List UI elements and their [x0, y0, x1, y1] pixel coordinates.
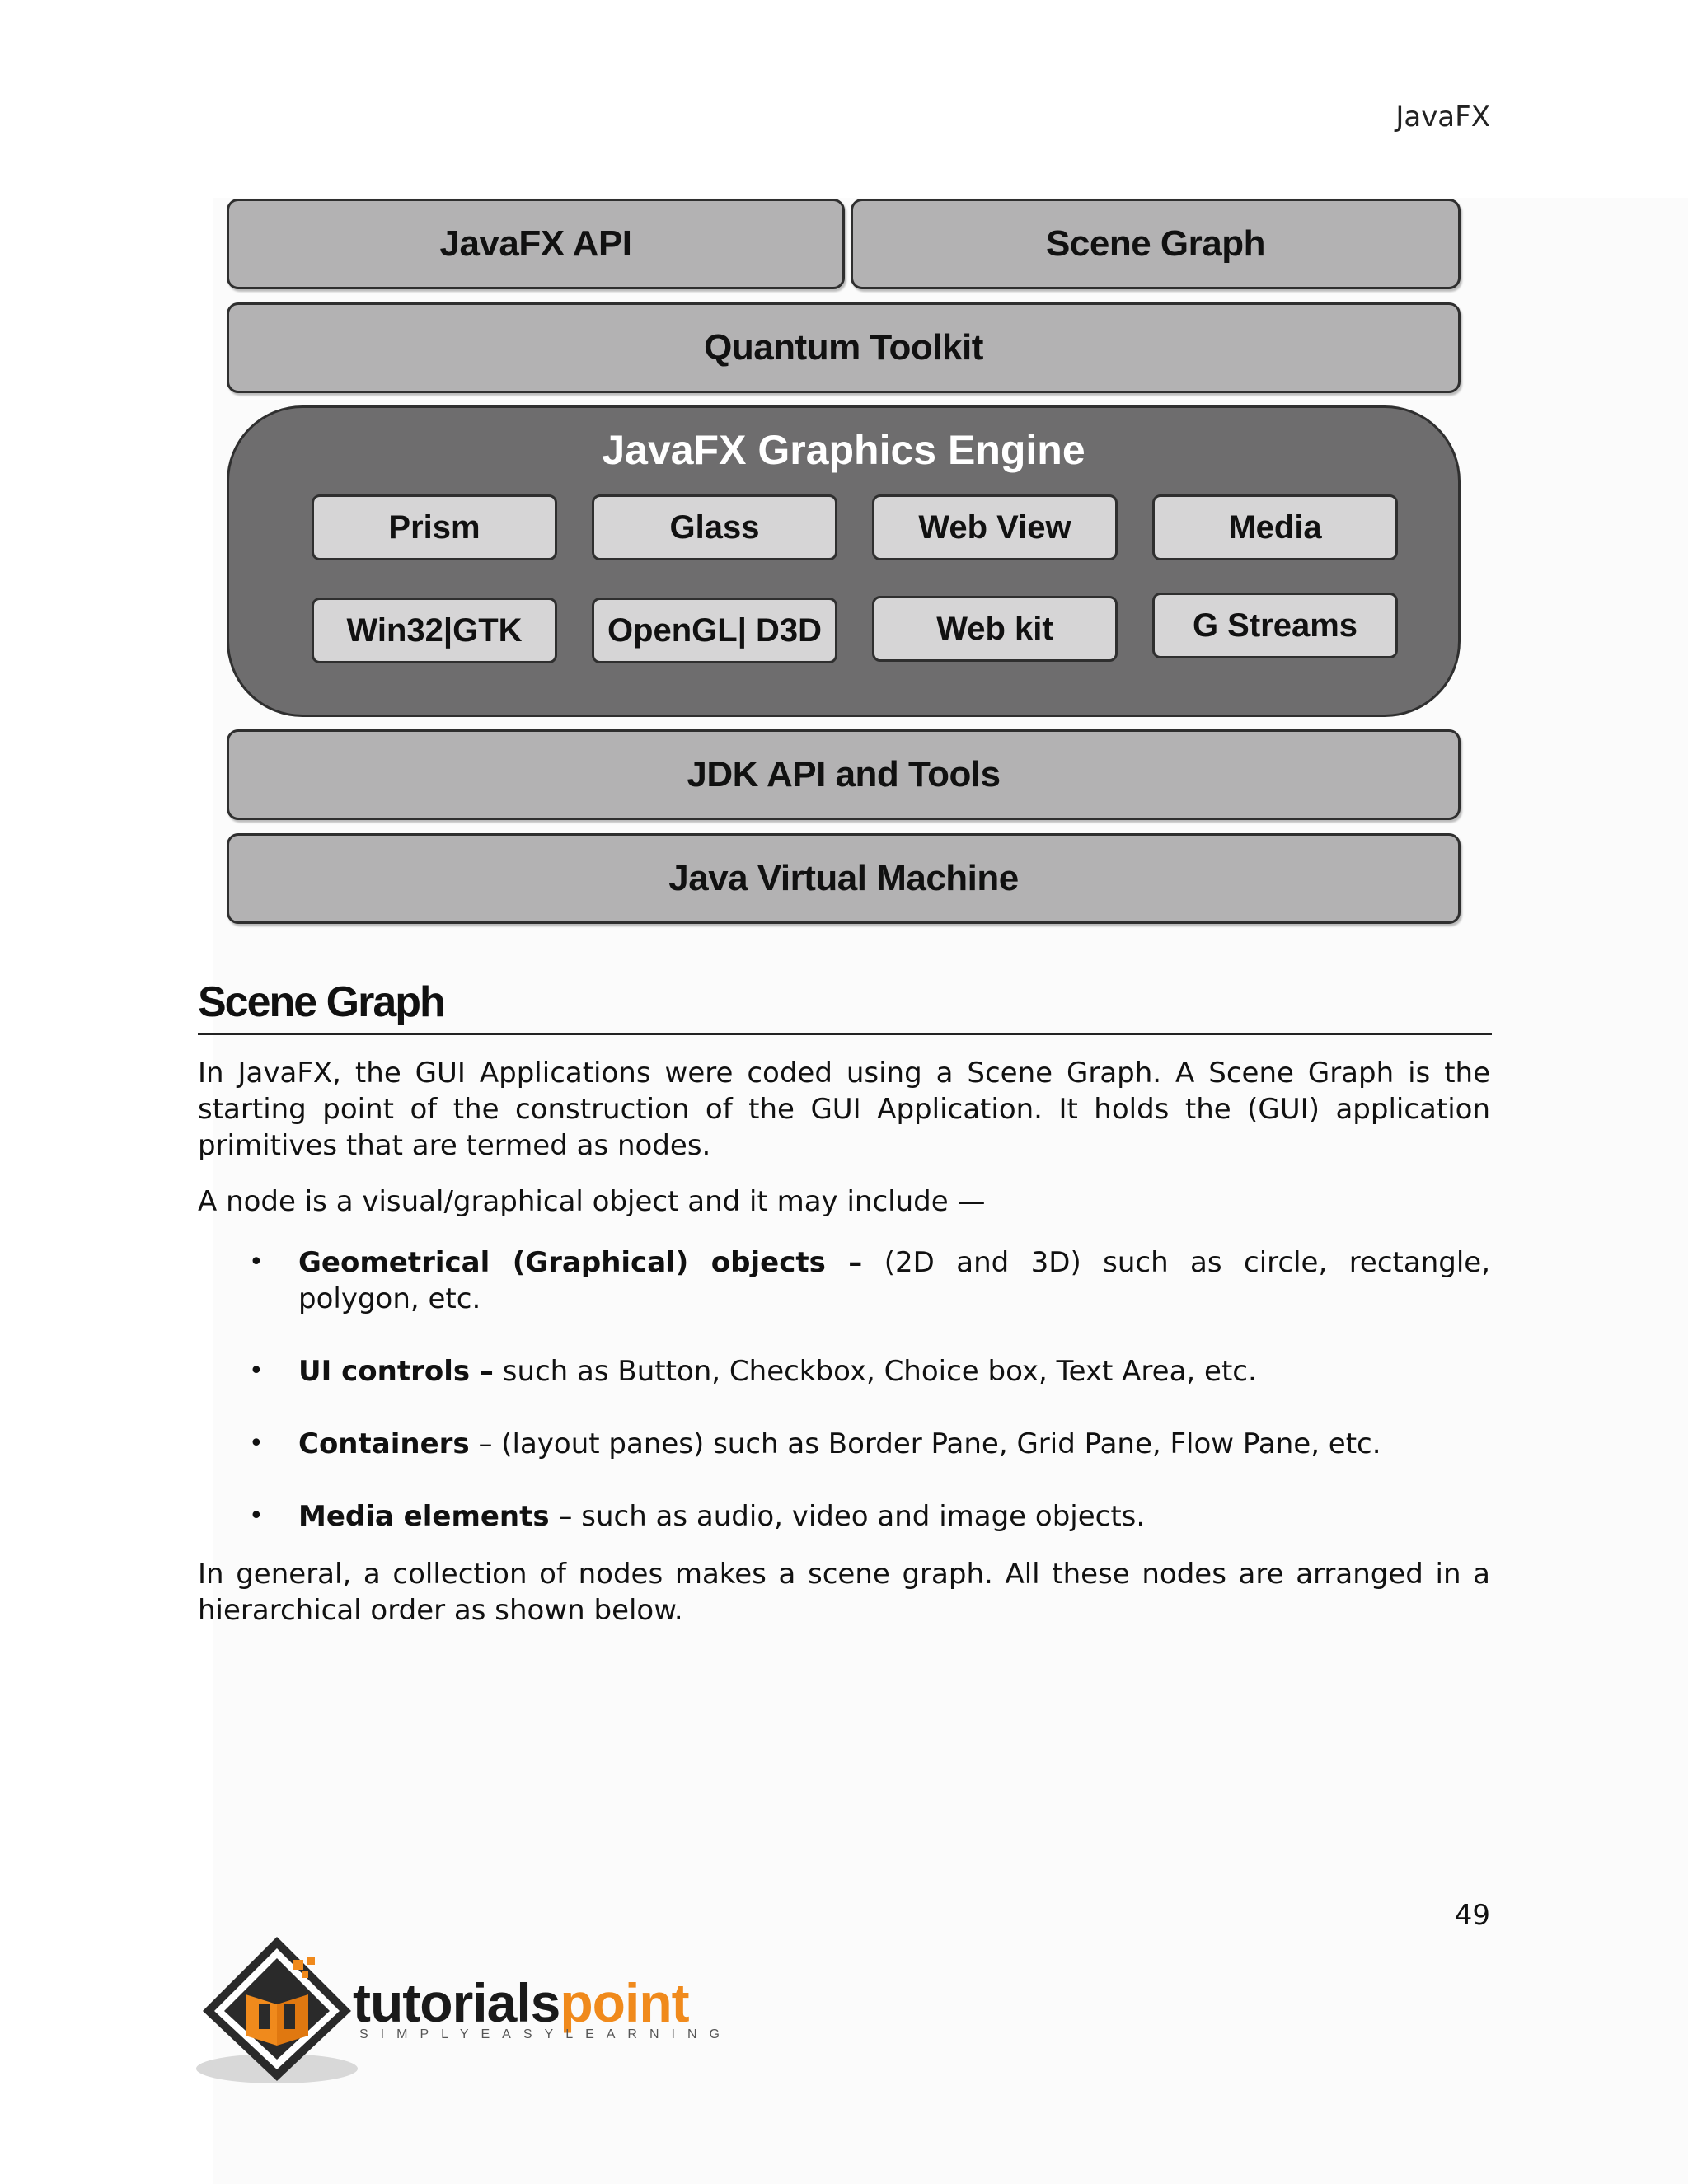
win32-gtk-box: Win32|GTK	[312, 598, 557, 663]
glass-box: Glass	[592, 494, 837, 560]
list-item-term: Media elements	[298, 1500, 550, 1533]
bullet-icon: •	[249, 1502, 264, 1530]
section-heading: Scene Graph	[198, 977, 1492, 1035]
list-item-text: – (layout panes) such as Border Pane, Grid Pane, Flow Pane, etc.	[469, 1427, 1381, 1460]
jvm-box: Java Virtual Machine	[227, 833, 1461, 924]
javafx-api-box: JavaFX API	[227, 199, 845, 289]
tutorialspoint-logo	[195, 1929, 732, 2093]
architecture-diagram	[0, 0, 1688, 931]
list-item-text: such as Button, Checkbox, Choice box, Text Area, etc.	[493, 1355, 1257, 1388]
intro-paragraph: In JavaFX, the GUI Applications were coded using a Scene Graph. A Scene Graph is the starting point of the construction of the GUI Application. It holds the (GUI) application primitives that are termed as nodes.	[198, 1057, 1490, 1162]
list-item-text: – such as audio, video and image objects.	[549, 1500, 1146, 1533]
bullet-icon: •	[249, 1248, 264, 1277]
bullet-icon: •	[249, 1357, 264, 1385]
list-item-text: (2D and 3D) such as circle, rectangle, polygon, etc.	[298, 1246, 1491, 1315]
opengl-d3d-box: OpenGL| D3D	[592, 598, 837, 663]
g-streams-box: G Streams	[1152, 593, 1398, 658]
logo-emblem-icon	[195, 1929, 359, 2093]
closing-paragraph: In general, a collection of nodes makes a scene graph. All these nodes are arranged in a hierarchical order as shown below.	[198, 1558, 1490, 1627]
scene-graph-box: Scene Graph	[851, 199, 1461, 289]
list-item-term: Geometrical (Graphical) objects –	[298, 1246, 863, 1279]
web-view-box: Web View	[872, 494, 1118, 560]
web-kit-box: Web kit	[872, 596, 1118, 662]
jdk-api-tools-box: JDK API and Tools	[227, 729, 1461, 820]
media-box: Media	[1152, 494, 1398, 560]
logo-wordmark: tutorialspoint	[353, 1972, 689, 2033]
graphics-engine-box	[227, 405, 1461, 717]
list-item-term: Containers	[298, 1427, 470, 1460]
quantum-toolkit-box: Quantum Toolkit	[227, 302, 1461, 393]
running-header: JavaFX	[1395, 101, 1490, 134]
logo-tagline: SIMPLYEASYLEARNING	[359, 2027, 732, 2041]
prism-box: Prism	[312, 494, 557, 560]
page-number: 49	[1454, 1899, 1490, 1932]
node-lead-paragraph: A node is a visual/graphical object and it may include —	[198, 1185, 986, 1218]
list-item-term: UI controls –	[298, 1355, 494, 1388]
graphics-engine-title: JavaFX Graphics Engine	[602, 427, 1085, 473]
bullet-icon: •	[249, 1429, 264, 1458]
